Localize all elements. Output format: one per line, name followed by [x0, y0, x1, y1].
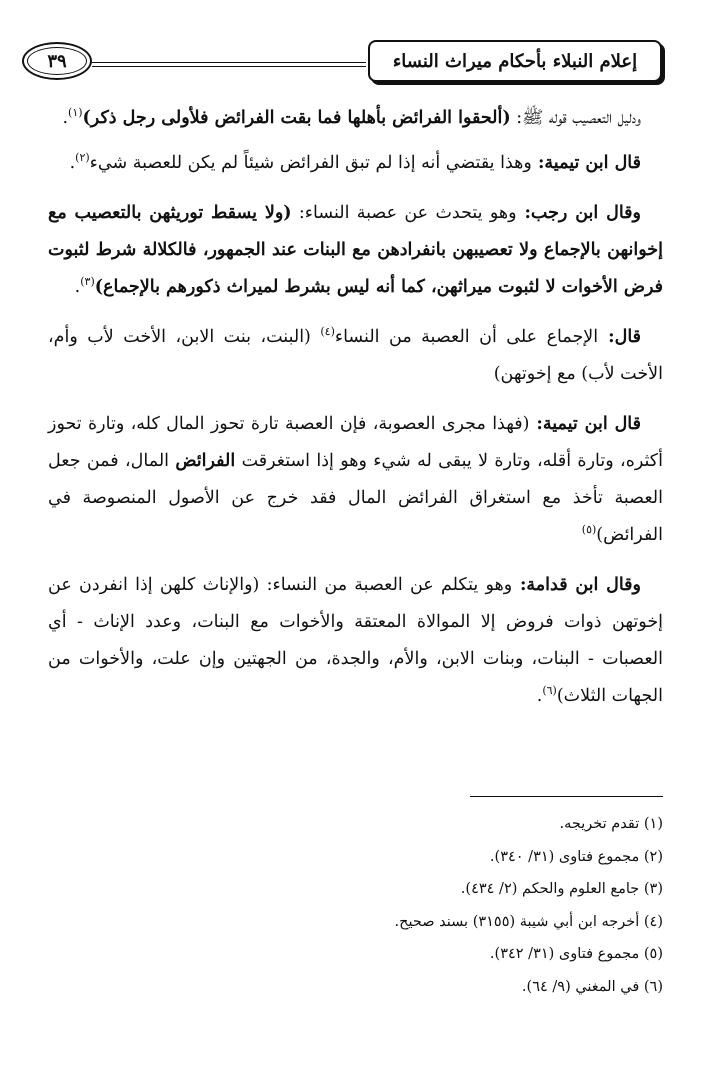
footnote-reference: (٥): [581, 523, 597, 537]
footnote-reference: (٦): [542, 684, 557, 698]
text-segment: (فهذا مجرى العصوبة، فإن العصبة تارة تحوز المال كله، وتارة تحوز أكثره، وتارة أقله، وتارة لا يبقى له شيء وهو إذا استغرقت: [48, 414, 663, 471]
text-segment: قال:: [598, 327, 642, 347]
text-segment: قال ابن تيمية:: [529, 414, 641, 434]
paragraph: [48, 145, 663, 182]
footnote-reference: (٢): [75, 151, 90, 165]
footnotes: [48, 808, 663, 1003]
page-header: [22, 40, 662, 86]
footnote-reference: (٤): [320, 325, 335, 339]
footnote-item: (٢) مجموع فتاوى (٣١/ ٣٤٠).: [489, 848, 663, 865]
text-segment: قال ابن تيمية:: [531, 153, 641, 173]
footnote-item: (٥) مجموع فتاوى (٣١/ ٣٤٢).: [489, 946, 663, 962]
paragraph: [48, 567, 663, 715]
paragraph: [48, 100, 663, 137]
text-segment: (البنت، بنت الابن، الأخت لأب وأم، الأخت لأب) مع إخوتهن): [48, 327, 663, 384]
footnote-item: (٣) جامع العلوم والحكم (٢/ ٤٣٤).: [460, 881, 663, 897]
paragraph: [48, 195, 663, 306]
text-segment: (ألحقوا الفرائض بأهلها فما بقت الفرائض فلأولى رجل ذكر): [82, 108, 511, 128]
text-segment: الفرائض: [175, 451, 236, 471]
paragraph: [48, 406, 663, 554]
text-segment: وهو يتكلم عن العصبة من النساء: (والإناث كلهن إذا انفردن عن إخوتهن ذوات فروض إلا الموالاة المعتقة والأخوات مع البنات، وعدد الإناث - أي العصبات - البنات، وبنات الابن، والأم، والجدة، من الجهتين وإن علت، والأخوات من الجهات الثلاث): [48, 575, 663, 706]
paragraph: [48, 319, 663, 393]
text-segment: الإجماع على أن العصبة من النساء: [334, 327, 599, 347]
text-segment: .: [69, 153, 76, 173]
footnote-separator: [470, 796, 663, 797]
book-title: إعلام النبلاء بأحكام ميراث النساء: [368, 40, 662, 82]
footnote-item: (٤) أخرجه ابن أبي شيبة (٣١٥٥) بسند صحيح.: [394, 913, 663, 930]
text-segment: وقال ابن رجب:: [516, 203, 642, 223]
header-rule: [92, 62, 366, 67]
text-segment: وقال ابن قدامة:: [512, 575, 641, 595]
text-segment: وهو يتحدث عن عصبة النساء:: [291, 203, 517, 223]
footnote-item: (١) تقدم تخريجه.: [559, 816, 663, 832]
text-segment: المال، فمن جعل العصبة تأخذ مع استغراق الفرائض المال فقد خرج عن الأصول المنصوصة في الفرائض): [48, 451, 663, 545]
text-segment: (ولا يسقط توريثهن بالتعصيب مع إخوانهن بالإجماع ولا تعصيبهن بانفرادهن مع البنات عند الجمهور، فالكلالة شرط لثبوت فرض الأخوات لا لثبوت ميراثهن، كما أنه ليس بشرط لميراث ذكورهم بالإجماع): [48, 203, 663, 297]
footnote-reference: (٣): [80, 275, 95, 289]
text-segment: .: [74, 277, 81, 297]
footnote-item: (٦) في المغني (٩/ ٦٤).: [521, 978, 663, 995]
text-segment: ودليل التعصيب قوله ﷺ:: [510, 108, 641, 128]
footnote-reference: (١): [68, 106, 83, 120]
main-text: [48, 100, 663, 728]
text-segment: .: [62, 108, 69, 128]
text-segment: وهذا يقتضي أنه إذا لم تبق الفرائض شيئاً لم يكن للعصبة شيء: [89, 153, 532, 173]
text-segment: .: [536, 686, 543, 706]
page-number: ٣٩: [22, 42, 92, 80]
